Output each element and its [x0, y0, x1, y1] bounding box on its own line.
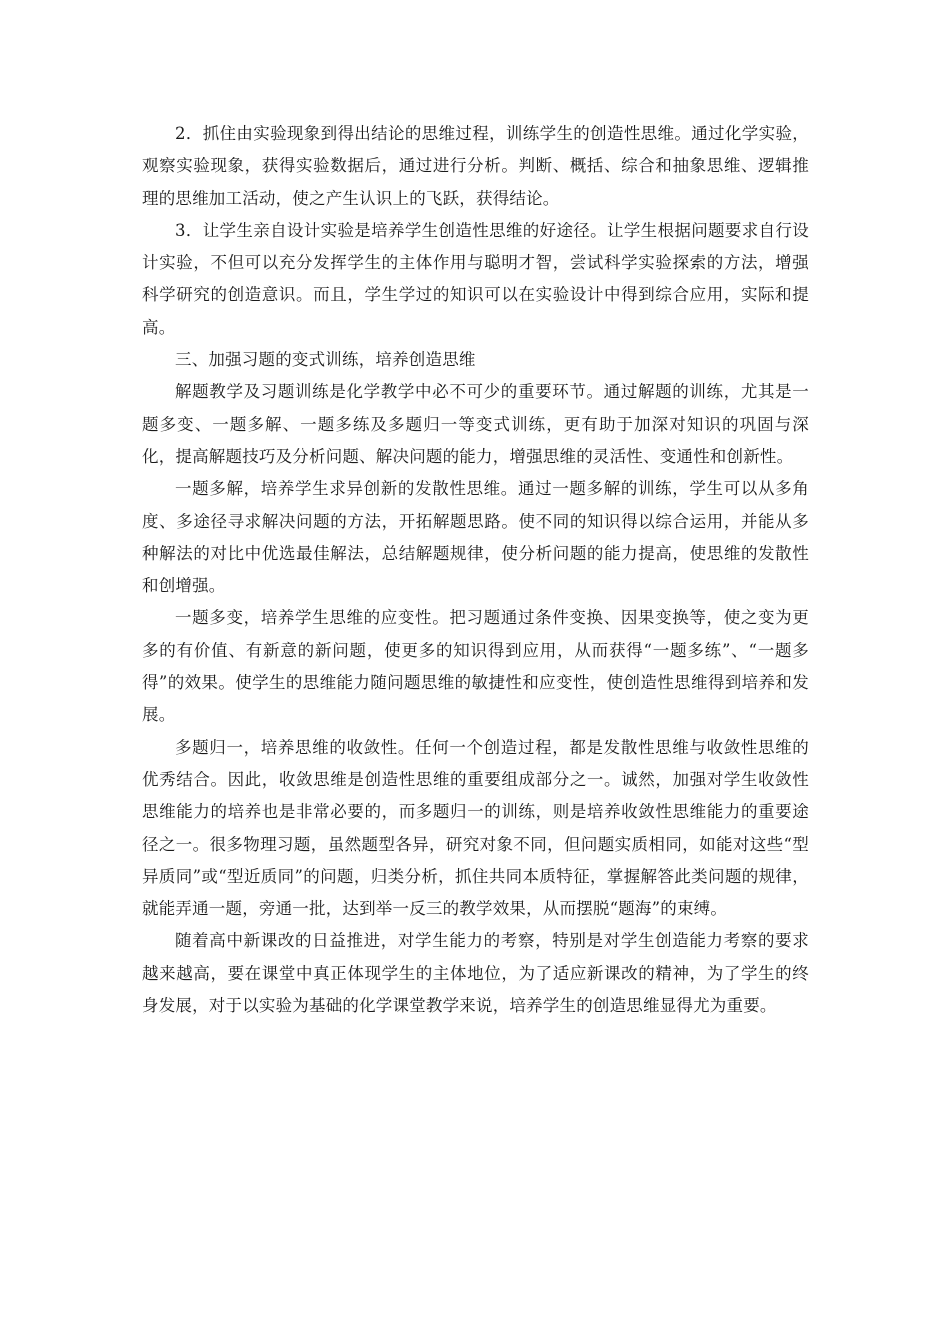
paragraph-convergent-thinking: 多题归一，培养思维的收敛性。任何一个创造过程，都是发散性思维与收敛性思维的优秀结合。因此，收敛思维是创造性思维的重要组成部分之一。诚然，加强对学生收敛性思维能力的培养也是非常必要的，而多题归一的训练，则是培养收敛性思维能力的重要途径之一。很多物理习题，虽然题型各异，研究对象不同，但问题实质相同，如能对这些“型异质同”或“型近质同”的问题，归类分析，抓住共同本质特征，掌握解答此类问题的规律，就能弄通一题，旁通一批，达到举一反三的教学效果，从而摆脱“题海”的束缚。: [142, 737, 809, 919]
section-heading-3: 三、加强习题的变式训练，培养创造思维: [175, 350, 476, 370]
paragraph-exercise-intro: 解题教学及习题训练是化学教学中必不可少的重要环节。通过解题的训练，尤其是一题多变、一题多解、一题多练及多题归一等变式训练，更有助于加深对知识的巩固与深化，提高解题技巧及分析问题、解决问题的能力，增强思维的灵活性、变通性和创新性。: [142, 382, 809, 466]
paragraph-multiple-solutions: 一题多解，培养学生求异创新的发散性思维。通过一题多解的训练，学生可以从多角度、多途径寻求解决问题的方法，开拓解题思路。使不同的知识得以综合运用，并能从多种解法的对比中优选最佳解法，总结解题规律，使分析问题的能力提高，使思维的发散性和创增强。: [142, 479, 809, 596]
document-body: [142, 118, 809, 1022]
paragraph-conclusion: 随着高中新课改的日益推进，对学生能力的考察，特别是对学生创造能力考察的要求越来越高，要在课堂中真正体现学生的主体地位，为了适应新课改的精神，为了学生的终身发展，对于以实验为基础的化学课堂教学来说，培养学生的创造思维显得尤为重要。: [142, 931, 809, 1016]
paragraph-point-3: 3．让学生亲自设计实验是培养学生创造性思维的好途径。让学生根据问题要求自行设计实验，不但可以充分发挥学生的主体作用与聪明才智，尝试科学实验探索的方法，增强科学研究的创造意识。而且，学生学过的知识可以在实验设计中得到综合应用，实际和提高。: [142, 220, 809, 337]
paragraph-point-2: 2．抓住由实验现象到得出结论的思维过程，训练学生的创造性思维。通过化学实验，观察实验现象，获得实验数据后，通过进行分析。判断、概括、综合和抽象思维、逻辑推理的思维加工活动，使之产生认识上的飞跃，获得结论。: [142, 124, 809, 208]
paragraph-multiple-variations: 一题多变，培养学生思维的应变性。把习题通过条件变换、因果变换等，使之变为更多的有价值、有新意的新问题，使更多的知识得到应用，从而获得“一题多练”、“一题多得”的效果。使学生的思维能力随问题思维的敏捷性和应变性，使创造性思维得到培养和发展。: [142, 608, 809, 725]
